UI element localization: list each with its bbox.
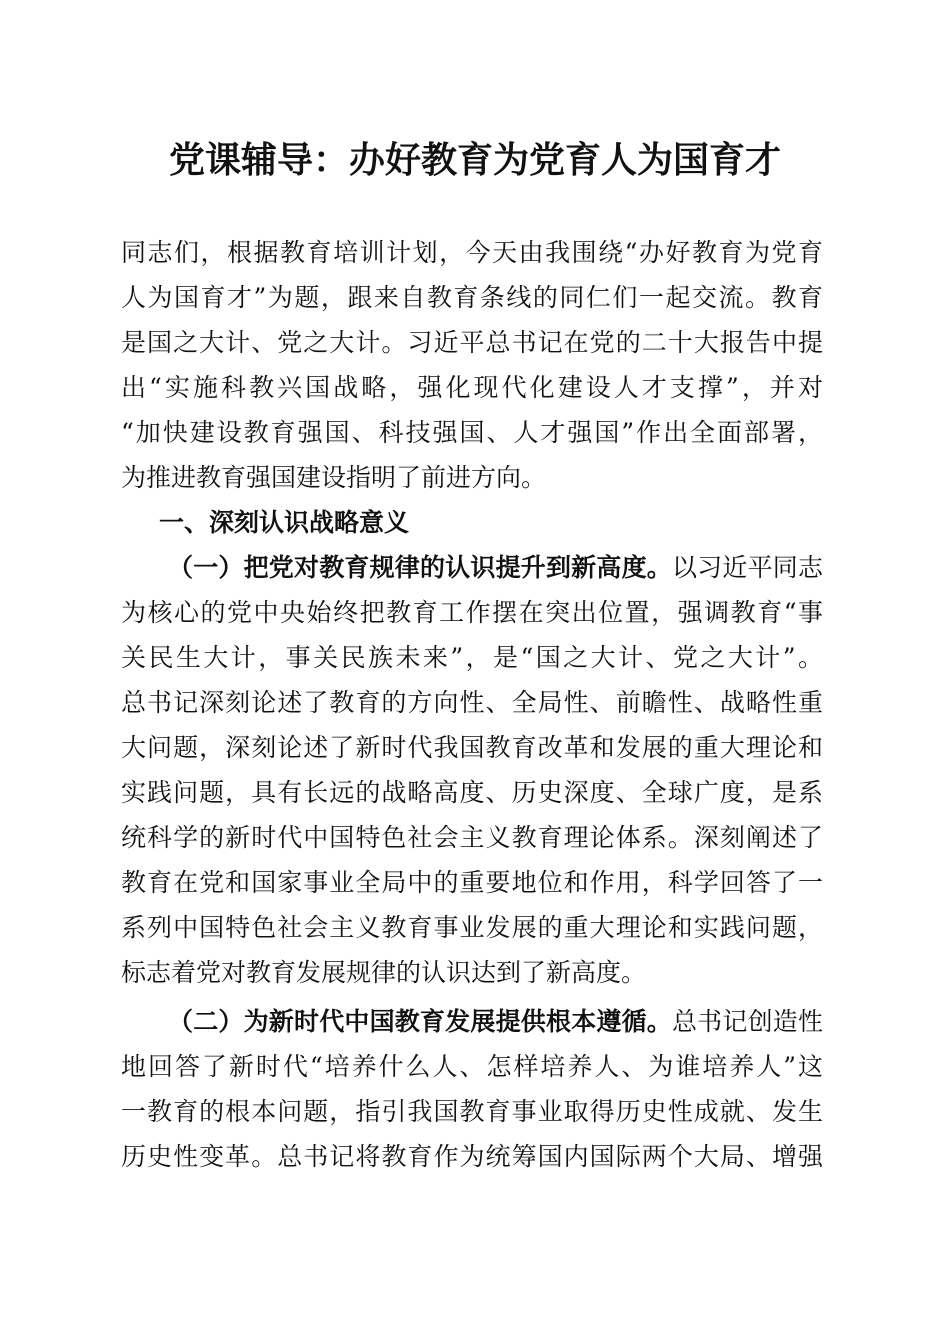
paragraph-first-line xyxy=(121,545,823,590)
paragraph-lead: （一）把党对教育规律的认识提升到新高度。 xyxy=(168,553,672,582)
intro-paragraph xyxy=(121,230,823,500)
intro-line: 为推进教育强国建设指明了前进方向。 xyxy=(121,463,547,492)
paragraph-line: 一教育的根本问题，指引我国教育事业取得历史性成就、发生 xyxy=(121,1097,823,1126)
intro-line: 出“实施科教兴国战略，强化现代化建设人才支撑”，并对 xyxy=(121,373,823,402)
intro-line: “加快建设教育强国、科技强国、人才强国”作出全面部署， xyxy=(121,418,823,447)
paragraph-line: 系列中国特色社会主义教育事业发展的重大理论和实践问题， xyxy=(121,913,823,942)
paragraph-line: 关民生大计，事关民族未来”，是“国之大计、党之大计”。 xyxy=(121,643,823,672)
paragraph-line: 统科学的新时代中国特色社会主义教育理论体系。深刻阐述了 xyxy=(121,823,823,852)
paragraph-line: 实践问题，具有长远的战略高度、历史深度、全球广度，是系 xyxy=(121,778,823,807)
intro-line: 同志们，根据教育培训计划，今天由我围绕“办好教育为党育 xyxy=(121,238,823,267)
paragraph-line: 总书记深刻论述了教育的方向性、全局性、前瞻性、战略性重 xyxy=(121,688,823,717)
paragraph-2 xyxy=(121,999,823,1179)
intro-line: 是国之大计、党之大计。习近平总书记在党的二十大报告中提 xyxy=(121,328,823,357)
section-heading: 一、深刻认识战略意义 xyxy=(159,508,410,537)
paragraph-line: 标志着党对教育发展规律的认识达到了新高度。 xyxy=(121,958,647,987)
paragraph-line: 历史性变革。总书记将教育作为统筹国内国际两个大局、增强 xyxy=(121,1142,823,1171)
document-body xyxy=(121,230,823,1179)
paragraph-1 xyxy=(121,545,823,995)
document-title: 党课辅导：办好教育为党育人为国育才 xyxy=(168,139,781,181)
paragraph-first-line xyxy=(121,999,823,1044)
paragraph-line-rest: 总书记创造性 xyxy=(671,1007,823,1036)
intro-line: 人为国育才”为题，跟来自教育条线的同仁们一起交流。教育 xyxy=(121,283,823,312)
paragraph-line: 教育在党和国家事业全局中的重要地位和作用，科学回答了一 xyxy=(121,868,823,897)
paragraph-line-rest: 以习近平同志 xyxy=(671,553,823,582)
paragraph-lead: （二）为新时代中国教育发展提供根本遵循。 xyxy=(168,1007,672,1036)
paragraph-line: 大问题，深刻论述了新时代我国教育改革和发展的重大理论和 xyxy=(121,733,823,762)
paragraph-line: 地回答了新时代“培养什么人、怎样培养人、为谁培养人”这 xyxy=(121,1052,823,1081)
paragraph-line: 为核心的党中央始终把教育工作摆在突出位置，强调教育“事 xyxy=(121,598,823,627)
